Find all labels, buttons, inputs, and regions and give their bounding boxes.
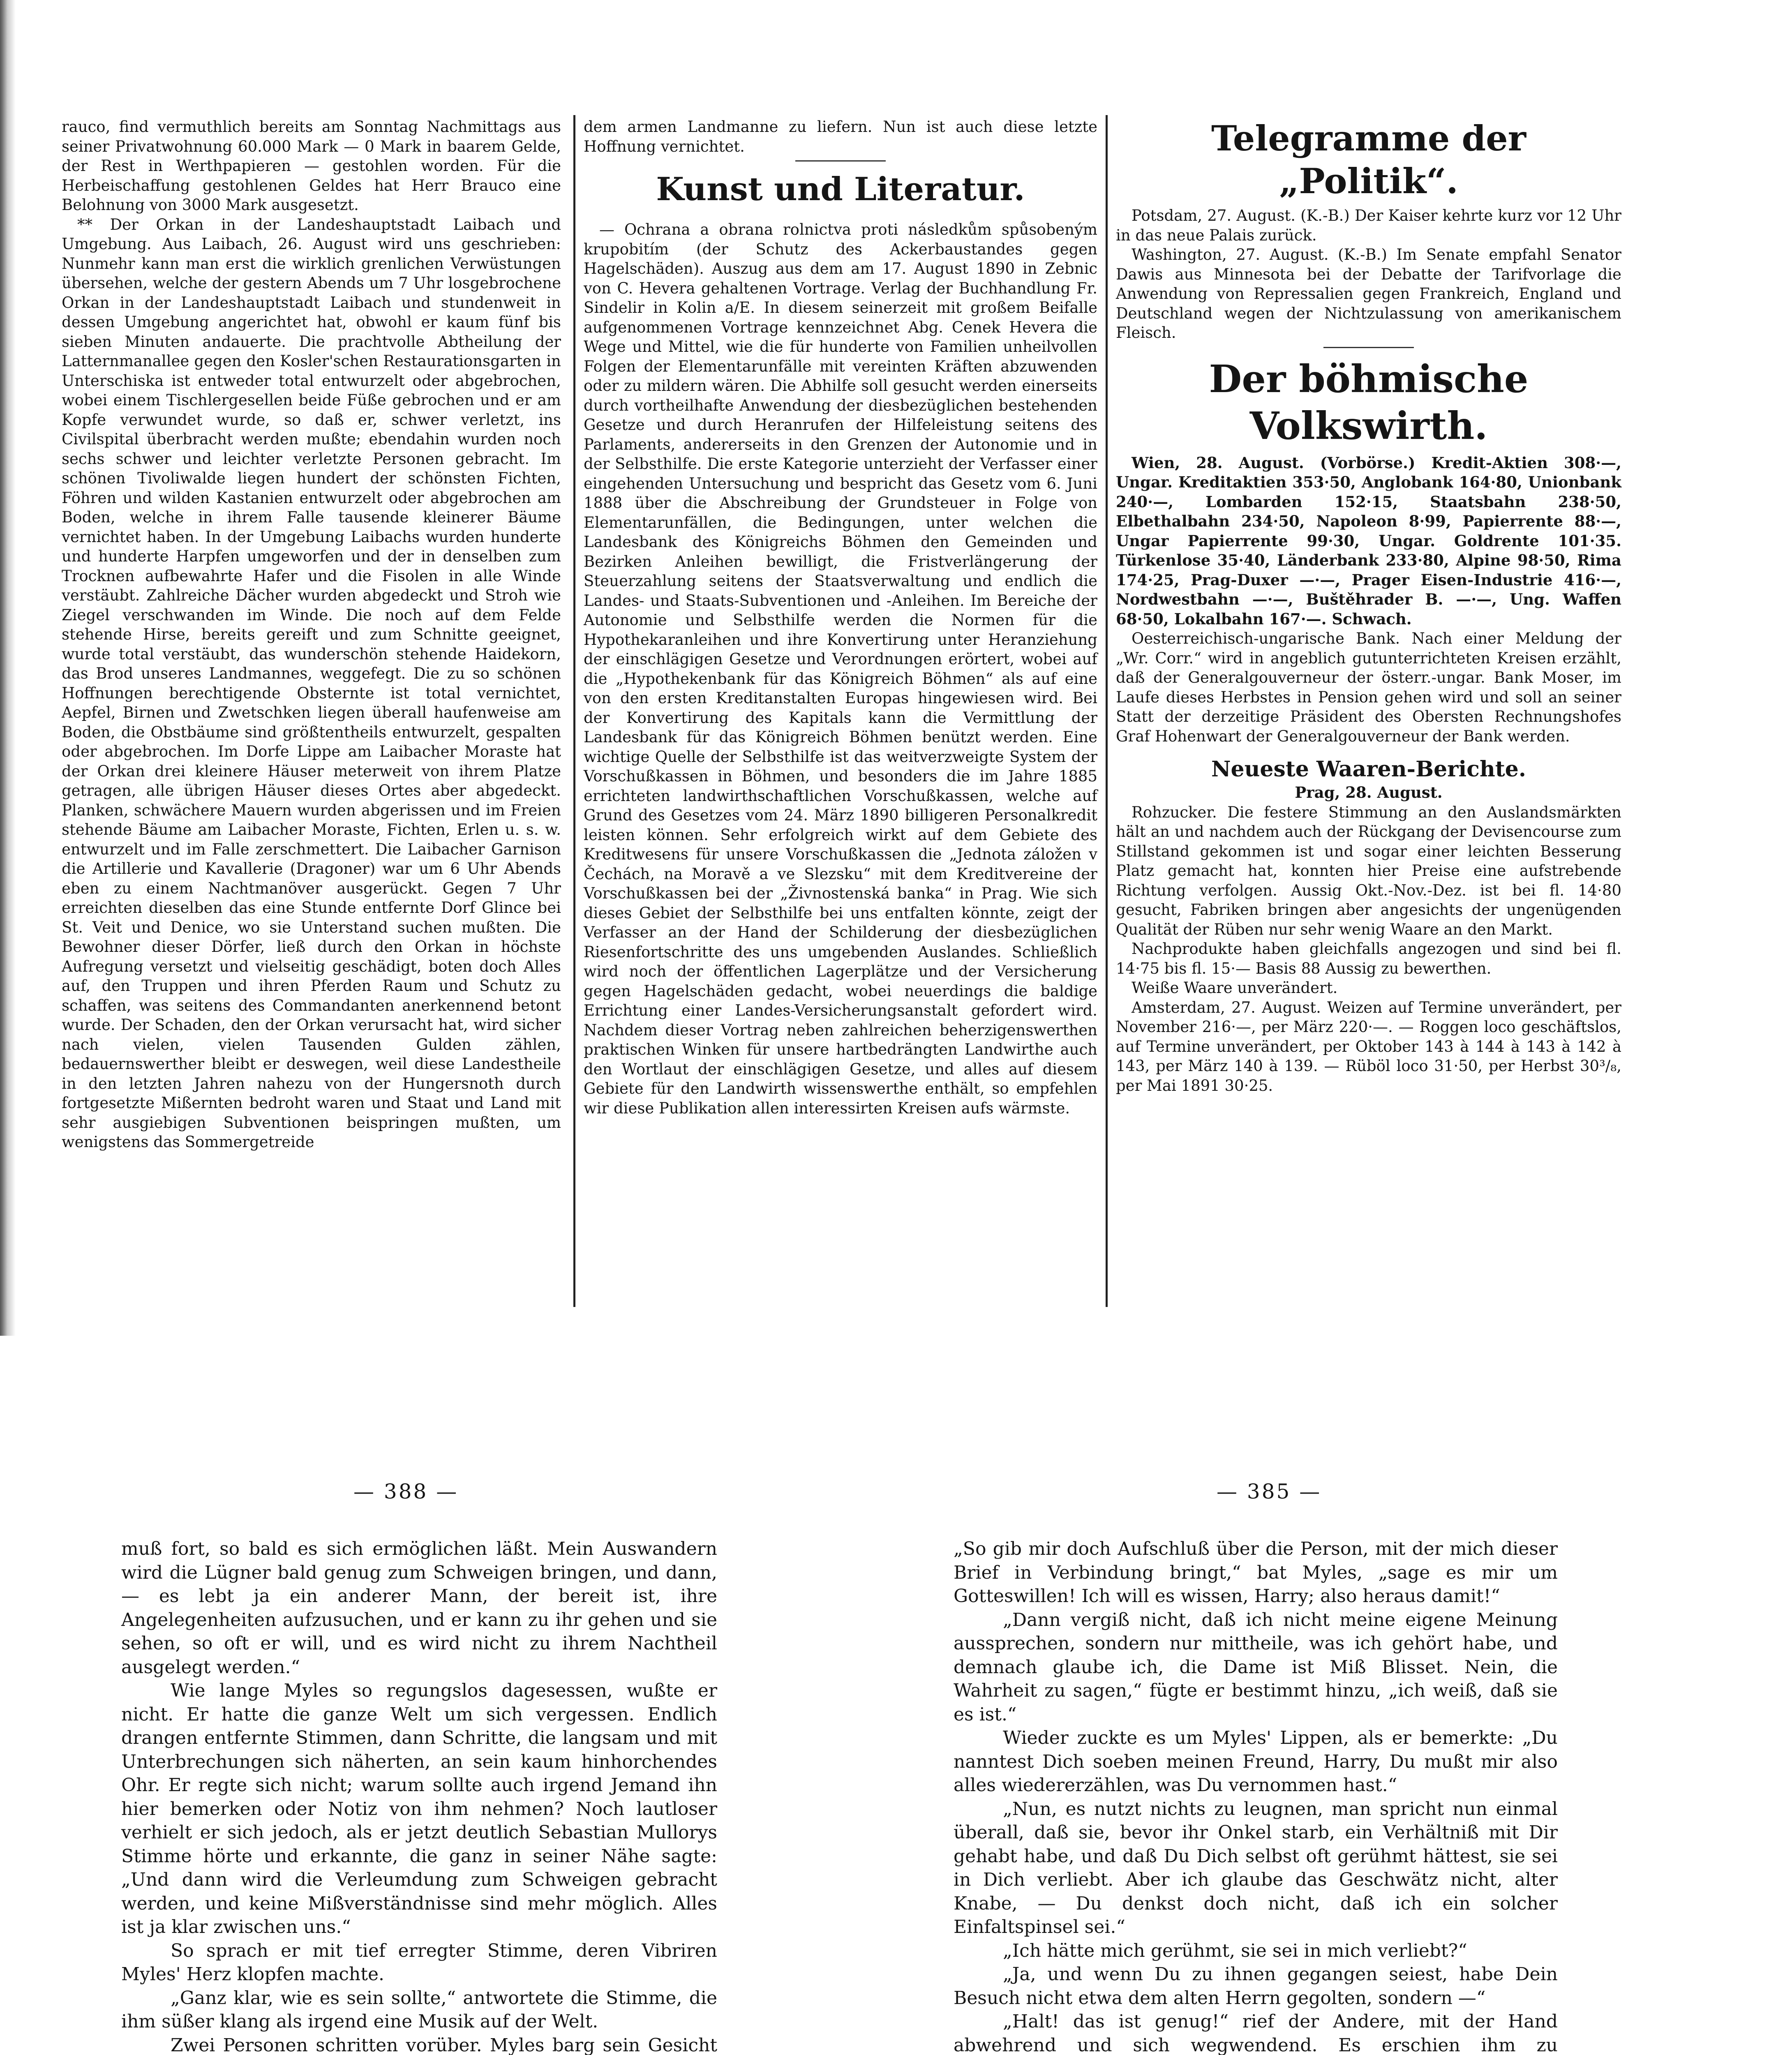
telegram-potsdam: Potsdam, 27. August. (K.-B.) Der Kaiser kehrte kurz vor 12 Uhr in das neue Palais zurück. [1116, 207, 1621, 244]
column-divider [1106, 115, 1108, 1307]
book-page-left [121, 1537, 717, 2055]
goods-report-rohzucker: Rohzucker. Die festere Stimmung an den Auslandsmärkten hält an und nachdem auch der Rückgang der Devisencourse zum Stillstand gekommen ist und sogar einer leichten Besserung Platz gemacht hat, konnten hier Preise eine aufstrebende Richtung verfolgen. Aussig Okt.-Nov.-Dez. ist bei fl. 14·80 gesucht, Fabriken bringen aber angesichts der ungenügenden Qualität der Rüben nur sehr wenig Waare an den Markt. [1116, 803, 1621, 938]
market-report-wien: Wien, 28. August. (Vorbörse.) Kredit-Aktien 308·—, Ungar. Kreditaktien 353·50, Anglobank 164·80, Unionbank 240·—, Lombarden 152·15, Staatsbahn 238·50, Elbethalbahn 234·50, Napoleon 8·99, Papierrente 88·—, Ungar Papierrente 99·30, Ungar. Goldrente 101·35. Türkenlose 35·40, Länderbank 233·80, Alpine 98·50, Rima 174·25, Prag-Duxer —·—, Prager Eisen-Industrie 416·—, Nordwestbahn —·—, Buštěhrader B. —·—, Ung. Waffen 68·50, Lokalbahn 167·—. Schwach. [1116, 453, 1621, 628]
section-rule [1323, 347, 1414, 348]
article-laibach-orkan: ** Der Orkan in der Landeshauptstadt Laibach und Umgebung. Aus Laibach, 26. August wird uns geschrieben: Nunmehr kann man erst die wirklich grenlichen Verwüstungen übersehen, welche der gestern Abends um 7 Uhr losgebrochene Orkan in der Landeshauptstadt Laibach und stundenweit in dessen Umgebung angerichtet hat, obwohl er kaum fünf bis sieben Minuten andauerte. Die prachtvolle Abtheilung der Latternmanallee gegen den Kosler'schen Restaurationsgarten in Unterschiska ist entweder total entwurzelt oder abgebrochen, wobei einem Tischlergesellen beide Füße gebrochen und er am Kopfe verwundet wurde, so daß er, schwer verletzt, ins Civilspital überbracht werden mußte; ebendahin wurden noch sechs schwer und leichter verletzte Personen gebracht. Im schönen Tivoliwalde liegen hundert der schönsten Fichten, Föhren und wilden Kastanien entwurzelt oder abgebrochen am Boden, welche in ihrem Falle tausende kleinerer Bäume vernichtet haben. In der Umgebung Laibachs wurden hunderte und hunderte Harpfen umgeworfen und der in denselben zum Trocknen aufbewahrte Hafer und die Fisolen in alle Winde verstäubt. Zahlreiche Dächer wurden abgedeckt und Stroh wie Ziegel verschwanden im Winde. Die noch auf dem Felde stehende Hirse, bereits gereift und zum Schnitte geeignet, wurde total verstäubt, das wunderschön stehende Haidekorn, das Brod unseres Landmannes, weggefegt. Die zu so schönen Hoffnungen berechtigende Obsternte ist total vernichtet, Aepfel, Birnen und Zwetschken liegen überall haufenweise am Boden, die Obstbäume sind größtentheils entwurzelt, gespalten oder abgebrochen. Im Dorfe Lippe am Laibacher Moraste hat der Orkan drei kleinere Häuser meterweit von ihrem Platze getragen, alle übrigen Häuser dieses Ortes aber abgedeckt. Planken, schwächere Mauern wurden abgerissen und im Freien stehende Bäume am Laibacher Moraste, Fichten, Erlen u. s. w. entwurzelt und im Falle zerschmettert. Die Laibacher Garnison die Artillerie und Kavallerie (Dragoner) war um 6 Uhr Abends eben zu einem Nachtmanöver ausgerückt. Gegen 7 Uhr erreichten dieselben das eine Stunde entfernte Dorf Glince bei St. Veit und Denice, wo sie Unterstand suchen mußten. Die Bewohner dieser Dörfer, ließ durch den Orkan in höchste Aufregung versetzt und vielseitig geschädigt, boten doch Alles auf, den Truppen und ihren Pferden Raum und Schutz zu schaffen, was seitens des Commandanten anerkennend betont wurde. Der Schaden, den der Orkan verursacht hat, wird sicher nach vielen, vielen Tausenden Gulden zählen, bedauernswerther bleibt er deswegen, weil diese Landestheile in den letzten Jahren nahezu von der Hungersnoth durch fortgesetzte Mißernten bedroht waren und Staat und Land mit sehr ausgiebigen Subventionen beispringen mußten, um wenigstens das Sommergetreide [62, 215, 561, 1151]
book-page-right [954, 1537, 1558, 2055]
book-paragraph: Wieder zuckte es um Myles' Lippen, als er bemerkte: „Du nanntest Dich soeben meinen Freund, Harry, Du mußt mir also alles wiedererzählen, was Du vernommen hast.“ [954, 1727, 1558, 1796]
book-paragraph: „Halt! das ist genug!“ rief der Andere, mit der Hand abwehrend und sich wegwendend. Es erschien ihm zu [954, 2011, 1558, 2055]
book-paragraph: Zwei Personen schritten vorüber. Myles barg sein Gesicht [171, 2034, 717, 2055]
column-divider [573, 115, 575, 1307]
goods-report-amsterdam: Amsterdam, 27. August. Weizen auf Termine unverändert, per November 216·—, per März 220·—. — Roggen loco geschäftslos, auf Termine unverändert, per Oktober 143 à 144 à 143 à 142 à 143, per März 140 à 139. — Rüböl loco 31·50, per Herbst 30³/₈, per Mai 1891 30·25. [1116, 998, 1621, 1094]
goods-report-nachprodukte: Nachprodukte haben gleichfalls angezogen und sind bei fl. 14·75 bis fl. 15·— Basis 88 Aussig zu bewerthen. [1116, 940, 1621, 977]
book-paragraph: muß fort, so bald es sich ermöglichen läßt. Mein Auswandern wird die Lügner bald genug zum Schweigen bringen, und dann, — es lebt ja ein anderer Mann, der bereit ist, ihre Angelegenheiten aufzusuchen, und er kann zu ihr gehen und sie sehen, so oft er will, und es wird nicht zu ihrem Nachtheil ausgelegt werden.“ [121, 1538, 717, 1678]
goods-report-weisse-waare: Weiße Waare unverändert. [1132, 979, 1338, 997]
waaren-dateline: Prag, 28. August. [1295, 783, 1443, 801]
book-paragraph: „Ja, und wenn Du zu ihnen gegangen seiest, habe Dein Besuch nicht etwa dem alten Herrn gegolten, sondern —“ [954, 1964, 1558, 2009]
book-review-paragraph: — Ochrana a obrana rolnictva proti následkům spůsobeným krupobitím (der Schutz des Ackerbaustandes gegen Hagelschäden). Auszug aus dem am 17. August 1890 in Zebnic von C. Hevera gehaltenen Vortrage. Verlag der Buchhandlung Fr. Sindelir in Kolin a/E. In diesem seinerzeit mit großem Beifalle aufgenommenen Vortrage kennzeichnet Abg. Cenek Hevera die Wege und Mittel, wie die für hunderte von Familien unheilvollen Folgen der Elementarunfälle mit vereinten Kräften abzuwenden oder zu mildern wären. Die Abhilfe soll gesucht werden einerseits durch vortheilhafte Anwendung der diesbezüglichen bestehenden Gesetze und durch Heranrufen der Hilfeleistung seitens des Parlaments, andererseits in den Grenzen der Autonomie und in der Selbsthilfe. Die erste Kategorie unterzieht der Verfasser einer eingehenden Untersuchung und bespricht das Gesetz vom 6. Juni 1888 über die Abschreibung der Grundsteuer in Folge von Elementarunfällen, die Bedingungen, unter welchen die Landesbank des Königreichs Böhmen den Gemeinden und Bezirken Anleihen bewilligt, die Fristverlängerung der Steuerzahlung seitens der Staatsverwaltung und endlich die Landes- und Staats-Subventionen und -Anleihen. Im Bereiche der Autonomie und Selbsthilfe werden die Normen für die Hypothekaranleihen und ihre Konvertirung unter Heranziehung der einschlägigen Gesetze und Verordnungen erörtert, wobei auf die „Hypothekenbank für das Königreich Böhmen“ als auf eine von den ersten Kreditanstalten Europas hingewiesen wird. Bei der Konvertirung des Kapitals kann die Vermittlung der Landesbank für das Königreich Böhmen benützt werden. Eine wichtige Quelle der Selbsthilfe ist das weitverzweigte System der Vorschußkassen in Böhmen, und besonders die im Jahre 1885 errichteten landwirthschaftlichen Vorschußkassen, welche auf Grund des Gesetzes vom 24. März 1890 billigeren Personalkredit leisten können. Sehr erfolgreich wirkt auf dem Gebiete des Kreditwesens für unsere Vorschußkassen die „Jednota záložen v Čechách, na Moravě a ve Slezsku“ mit dem Kreditvereine der Vorschußkassen bei der „Živnostenská banka“ in Prag. Wie sich dieses Gebiet der Selbsthilfe bei uns entfalten könnte, zeigt der Verfasser an der Hand der Schilderung der diesbezüglichen Riesenfortschritte des uns umgebenden Auslandes. Schließlich wird noch der öffentlichen Lagerplätze und der Versicherung gegen Hagelschäden gedacht, wobei neuerdings die baldige Errichtung einer Landes-Versicherungsanstalt gefordert wird. Nachdem dieser Vortrag neben zahlreichen beherzigenswerthen praktischen Winken für unsere hartbedrängten Landwirthe auch den Wortlaut der einschlägigen Gesetze, und alles auf diesem Gebiete für den Landwirth wissenswerthe enthält, so empfehlen wir diese Publikation allen interessirten Kreisen aufs wärmste. [584, 221, 1097, 1117]
article-paragraph: rauco, find vermuthlich bereits am Sonntag Nachmittags aus seiner Privatwohnung 60.000 Mark — 0 Mark in baarem Gelde, der Rest in Werthpapieren — gestohlen worden. Für die Herbeischaffung gestohlenen Geldes hat Herr Brauco eine Belohnung von 3000 Mark ausgesetzt. [62, 118, 561, 214]
section-heading-kunst: Kunst und Literatur. [656, 171, 1025, 208]
telegram-washington: Washington, 27. August. (K.-B.) Im Senate empfahl Senator Dawis aus Minnesota bei der Debatte der Tarifvorlage die Anwendung von Repressalien gegen Frankreich, England und Deutschland wegen der Nichtzulassung von amerikanischem Fleisch. [1116, 246, 1621, 342]
article-continuation: dem armen Landmanne zu liefern. Nun ist auch diese letzte Hoffnung vernichtet. [584, 118, 1097, 155]
book-paragraph: So sprach er mit tief erregter Stimme, deren Vibriren Myles' Herz klopfen machte. [121, 1940, 717, 1985]
middle-news-column [584, 117, 1097, 1309]
bank-report: Oesterreichisch-ungarische Bank. Nach einer Meldung der „Wr. Corr.“ wird in angeblich gutunterrichteten Kreisen erzählt, daß der Generalgouverneur der österr.-ungar. Bank Moser, im Laufe dieses Herbstes in Pension gehen wird und soll an seiner Statt der derzeitige Präsident des Obersten Rechnungshofes Graf Hohenwart der Generalgouverneur der Bank werden. [1116, 630, 1621, 745]
book-paragraph: „So gib mir doch Aufschluß über die Person, mit der mich dieser Brief in Verbindung bringt,“ bat Myles, „sage es mir um Gotteswillen! Ich will es wissen, Harry; also heraus damit!“ [954, 1538, 1558, 1607]
page-number-right: — 385 — [1217, 1480, 1322, 1503]
book-paragraph: Wie lange Myles so regungslos dagesessen, wußte er nicht. Er hatte die ganze Welt um sich vergessen. Endlich drangen entfernte Stimmen, dann Schritte, die langsam und mit Unterbrechungen sich näherten, an sein kaum hinhorchendes Ohr. Er regte sich nicht; warum sollte auch irgend Jemand ihn hier bemerken oder Notiz von ihm nehmen? Noch lautloser verhielt er sich jedoch, als er jetzt deutlich Sebastian Mullorys Stimme hörte und erkannte, die ganz in seiner Nähe sagte: „Und dann wird die Verleumdung zum Schweigen gebracht werden, und keine Mißverständnisse sind mehr möglich. Alles ist ja klar zwischen uns.“ [121, 1680, 717, 1937]
section-heading-volkswirth: Der böhmische Volkswirth. [1209, 356, 1529, 448]
section-heading-waaren: Neueste Waaren-Berichte. [1211, 757, 1526, 782]
section-heading-telegramme: Telegramme der „Politik“. [1211, 118, 1526, 201]
book-paragraph: „Dann vergiß nicht, daß ich nicht meine eigene Meinung aussprechen, sondern nur mittheile, was ich gehört habe, und demnach glaube ich, die Dame ist Miß Blisset. Nein, die Wahrheit zu sagen,“ fügte er bestimmt hinzu, „ich weiß, daß sie es ist.“ [954, 1609, 1558, 1725]
section-rule [795, 160, 886, 162]
book-paragraph: „Nun, es nutzt nichts zu leugnen, man spricht nun einmal überall, daß sie, bevor ihr Onkel starb, ein Verhältniß mit Dir gehabt habe, und daß Du Dich selbst oft gerühmt hättest, sie sei in Dich verliebt. Aber ich glaube das Geschwätz nicht, alter Knabe, — Du denkst doch nicht, daß ich ein solcher Einfaltspinsel sei.“ [954, 1798, 1558, 1937]
scan-edge-shadow [0, 0, 25, 1336]
book-paragraph: „Ganz klar, wie es sein sollte,“ antwortete die Stimme, die ihm süßer klang als irgend eine Musik auf der Welt. [121, 1987, 717, 2032]
left-news-column [62, 117, 561, 1309]
right-news-column [1116, 117, 1621, 1309]
page-number-left: — 388 — [353, 1480, 459, 1503]
book-paragraph: „Ich hätte mich gerühmt, sie sei in mich verliebt?“ [1003, 1940, 1467, 1961]
